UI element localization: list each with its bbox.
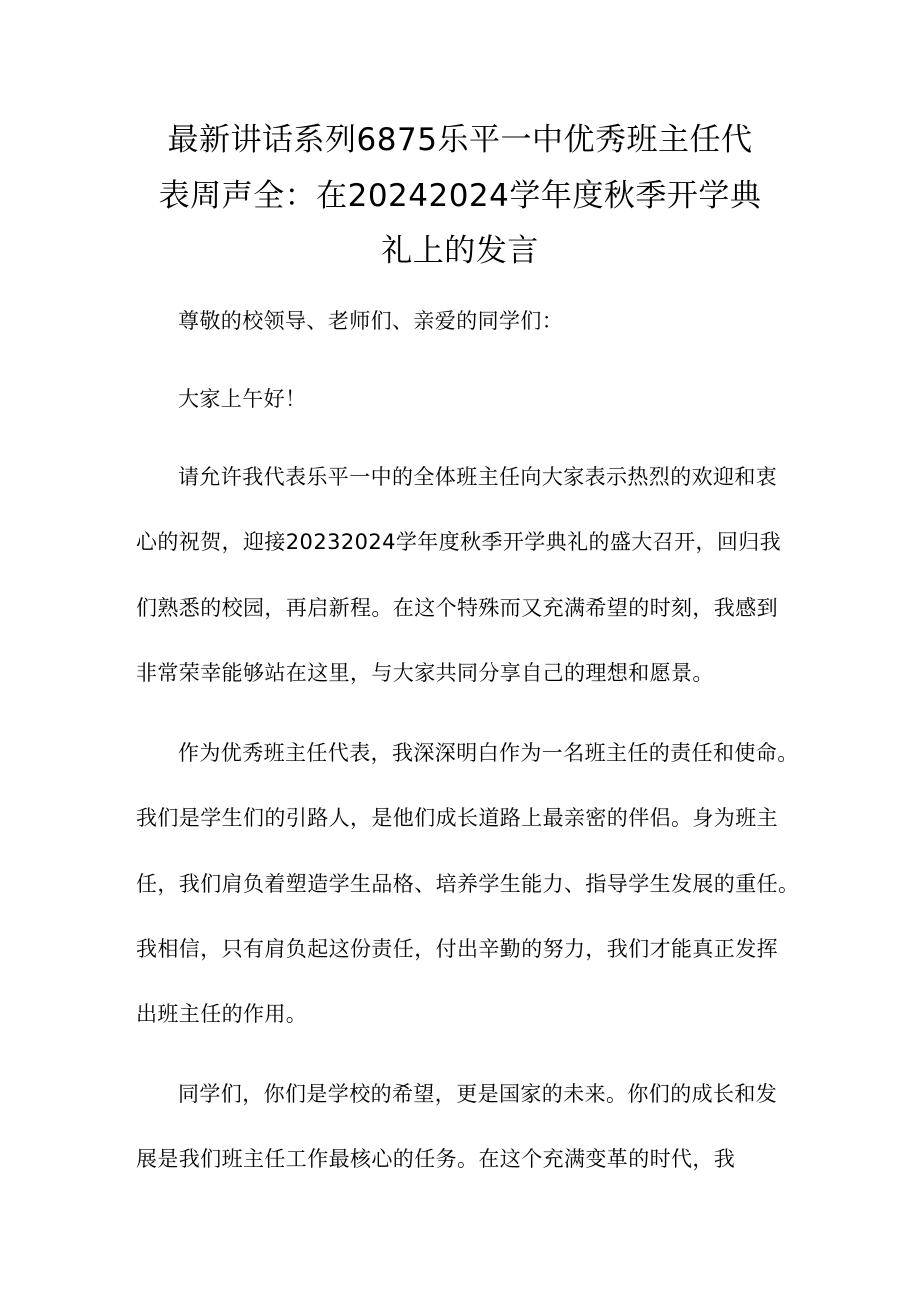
paragraph-line: 我们是学生们的引路人，是他们成长道路上最亲密的伴侣。身为班主 [136, 806, 778, 830]
paragraph-line: 任，我们肩负着塑造学生品格、培养学生能力、指导学生发展的重任。 [136, 872, 800, 896]
salutation: 尊敬的校领导、老师们、亲爱的同学们： [178, 309, 564, 333]
paragraph-line: 出班主任的作用。 [136, 1002, 308, 1026]
greeting: 大家上午好！ [178, 387, 307, 411]
paragraph-line: 同学们，你们是学校的希望，更是国家的未来。你们的成长和发 [178, 1082, 778, 1106]
paragraph-line: 非常荣幸能够站在这里，与大家共同分享自己的理想和愿景。 [136, 661, 714, 685]
paragraph-line: 心的祝贺，迎接20232024学年度秋季开学典礼的盛大召开，回归我 [136, 530, 782, 554]
paragraph-line: 我相信，只有肩负起这份责任，付出辛勤的努力，我们才能真正发挥 [136, 937, 778, 961]
document-title-line-3: 礼上的发言 [381, 233, 539, 269]
paragraph-line: 们熟悉的校园，再启新程。在这个特殊而又充满希望的时刻，我感到 [136, 596, 778, 620]
paragraph-line: 请允许我代表乐平一中的全体班主任向大家表示热烈的欢迎和衷 [178, 465, 778, 489]
document-title-line-1: 最新讲话系列6875乐平一中优秀班主任代 [167, 122, 753, 158]
paragraph-line: 展是我们班主任工作最核心的任务。在这个充满变革的时代，我 [136, 1147, 736, 1171]
paragraph-line: 作为优秀班主任代表，我深深明白作为一名班主任的责任和使命。 [178, 741, 799, 765]
document-title-line-2: 表周声全：在20242024学年度秋季开学典 [158, 178, 762, 214]
